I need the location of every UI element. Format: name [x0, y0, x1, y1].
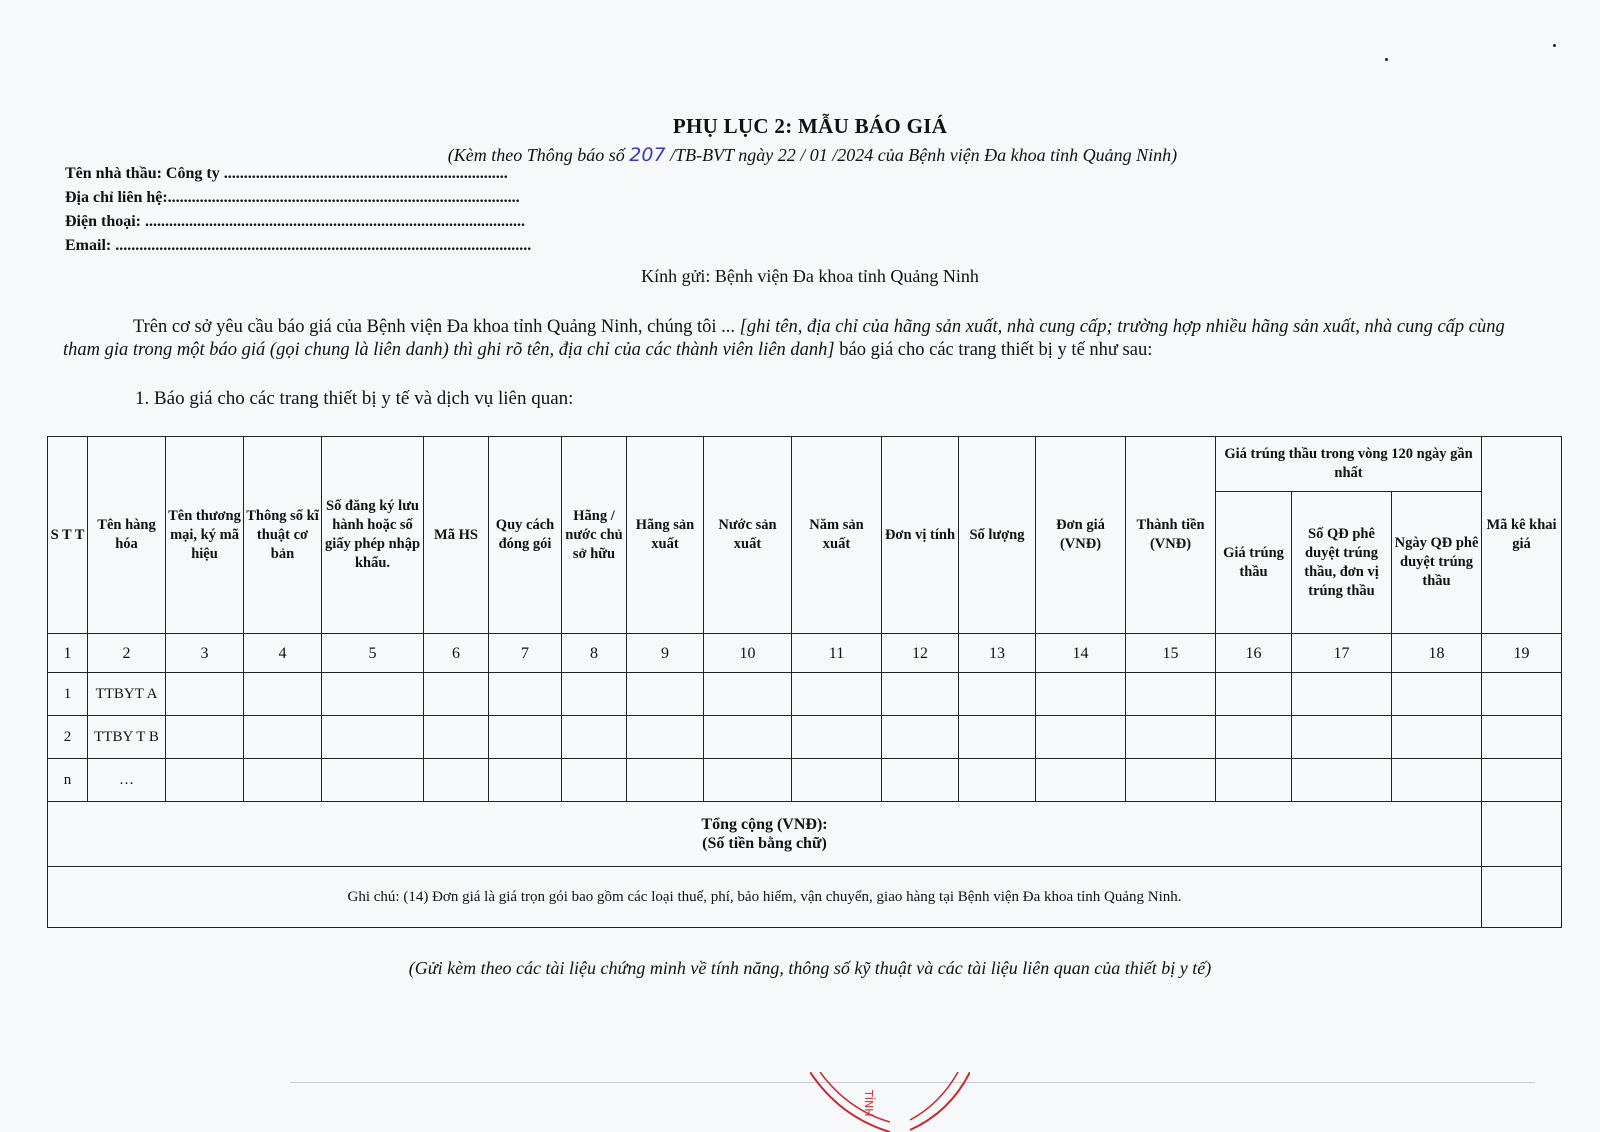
- header-price-declaration-code: Mã kê khai giá: [1482, 437, 1562, 634]
- empty-cell: [959, 759, 1036, 802]
- red-seal-stamp: [810, 1072, 970, 1132]
- empty-cell: [627, 716, 704, 759]
- column-number: 5: [322, 634, 424, 673]
- empty-cell: [1482, 867, 1562, 928]
- empty-cell: [244, 673, 322, 716]
- column-number: 2: [88, 634, 166, 673]
- stamp-outer-ring: [910, 1072, 970, 1130]
- header-hs-code: Mã HS: [424, 437, 489, 634]
- column-number: 3: [166, 634, 244, 673]
- column-number-row: [48, 634, 1562, 673]
- row-item-name: TTBYT A: [88, 673, 166, 716]
- table-row: [48, 673, 1562, 716]
- header-packaging: Quy cách đóng gói: [489, 437, 562, 634]
- empty-cell: [562, 673, 627, 716]
- subtitle-suffix: /TB-BVT ngày 22 / 01 /2024 của Bệnh viện Đa khoa tỉnh Quảng Ninh): [665, 145, 1178, 165]
- empty-cell: [489, 673, 562, 716]
- empty-cell: [562, 716, 627, 759]
- empty-cell: [792, 759, 882, 802]
- header-winning-bid-group: Giá trúng thầu trong vòng 120 ngày gần nhất: [1216, 437, 1482, 492]
- header-year-of-manufacture: Năm sản xuất: [792, 437, 882, 634]
- column-number: 13: [959, 634, 1036, 673]
- empty-cell: [424, 673, 489, 716]
- empty-cell: [322, 759, 424, 802]
- column-number: 10: [704, 634, 792, 673]
- header-decision-number: Số QĐ phê duyệt trúng thầu, đơn vị trúng thầu: [1292, 492, 1392, 634]
- total-label: Tổng cộng (VNĐ):: [701, 816, 828, 833]
- empty-cell: [166, 673, 244, 716]
- column-number: 11: [792, 634, 882, 673]
- empty-cell: [166, 716, 244, 759]
- column-number: 14: [1036, 634, 1126, 673]
- table-row: [48, 716, 1562, 759]
- empty-cell: [322, 673, 424, 716]
- empty-cell: [1126, 716, 1216, 759]
- note-row: [48, 867, 1562, 928]
- empty-cell: [1216, 673, 1292, 716]
- empty-cell: [562, 759, 627, 802]
- total-cell: [48, 802, 1482, 867]
- empty-cell: [882, 716, 959, 759]
- row-stt: n: [48, 759, 88, 802]
- document-subtitle: [0, 144, 1600, 166]
- empty-cell: [1482, 716, 1562, 759]
- column-number: 4: [244, 634, 322, 673]
- scan-speck: [1553, 44, 1556, 47]
- recipient-line: Kính gửi: Bệnh viện Đa khoa tỉnh Quảng Ninh: [641, 266, 979, 286]
- stamp-text: TỈNH: [862, 1090, 875, 1117]
- empty-cell: [792, 673, 882, 716]
- empty-cell: [1216, 716, 1292, 759]
- empty-cell: [1392, 673, 1482, 716]
- header-total-amount: Thành tiền (VNĐ): [1126, 437, 1216, 634]
- empty-cell: [1292, 759, 1392, 802]
- empty-cell: [1482, 673, 1562, 716]
- section-1-heading: 1. Báo giá cho các trang thiết bị y tế và dịch vụ liên quan:: [135, 388, 574, 409]
- total-in-words-label: (Số tiền bằng chữ): [702, 835, 827, 852]
- header-trade-name: Tên thương mại, ký mã hiệu: [166, 437, 244, 634]
- empty-cell: [882, 673, 959, 716]
- column-number: 7: [489, 634, 562, 673]
- empty-cell: [1036, 673, 1126, 716]
- column-number: 15: [1126, 634, 1216, 673]
- empty-cell: [704, 673, 792, 716]
- header-unit-price: Đơn giá (VNĐ): [1036, 437, 1126, 634]
- empty-cell: [959, 716, 1036, 759]
- stamp-inner-ring: [910, 1072, 958, 1120]
- intro-italic-text: [ghi tên, địa chỉ của hãng sản xuất, nhà cung cấp; trường hợp nhiều hãng sản xuất, nhà cung cấp cùng tham gia trong một báo giá (gọi chung là liên danh) thì ghi rõ tên, địa chỉ của các thành viên liên danh]: [63, 317, 1505, 360]
- column-number: 9: [627, 634, 704, 673]
- empty-cell: [704, 759, 792, 802]
- quotation-table: [47, 436, 1562, 928]
- empty-cell: [704, 716, 792, 759]
- contractor-address-line: Địa chỉ liên hệ:........................................................................................: [65, 189, 520, 206]
- empty-cell: [1392, 716, 1482, 759]
- intro-outro-text: báo giá cho các trang thiết bị y tế như sau:: [834, 340, 1153, 360]
- column-number: 17: [1292, 634, 1392, 673]
- header-tech-specs: Thông số kĩ thuật cơ bản: [244, 437, 322, 634]
- contractor-email-line: Email: ........................................................................................................: [65, 237, 532, 254]
- empty-cell: [424, 716, 489, 759]
- column-number: 18: [1392, 634, 1482, 673]
- header-registration-number: Số đăng ký lưu hành hoặc số giấy phép nhập khẩu.: [322, 437, 424, 634]
- column-number: 19: [1482, 634, 1562, 673]
- empty-cell: [1292, 673, 1392, 716]
- empty-cell: [792, 716, 882, 759]
- empty-cell: [1036, 716, 1126, 759]
- header-stt: S T T: [48, 437, 88, 634]
- column-number: 1: [48, 634, 88, 673]
- empty-cell: [1482, 759, 1562, 802]
- empty-cell: [1482, 802, 1562, 867]
- empty-cell: [1216, 759, 1292, 802]
- intro-paragraph: [63, 316, 1538, 362]
- column-number: 16: [1216, 634, 1292, 673]
- subtitle-prefix: (Kèm theo Thông báo số: [447, 145, 630, 165]
- total-row: [48, 802, 1562, 867]
- row-stt: 1: [48, 673, 88, 716]
- empty-cell: [882, 759, 959, 802]
- empty-cell: [244, 759, 322, 802]
- note-text: Ghi chú: (14) Đơn giá là giá trọn gói bao gồm các loại thuế, phí, bảo hiểm, vận chuyển, giao hàng tại Bệnh viện Đa khoa tỉnh Quảng Ninh.: [48, 867, 1482, 928]
- header-manufacturer: Hãng sản xuất: [627, 437, 704, 634]
- row-item-name: …: [88, 759, 166, 802]
- empty-cell: [627, 673, 704, 716]
- row-stt: 2: [48, 716, 88, 759]
- empty-cell: [322, 716, 424, 759]
- header-owner-country: Hãng / nước chủ sở hữu: [562, 437, 627, 634]
- empty-cell: [1036, 759, 1126, 802]
- document-title: PHỤ LỤC 2: MẪU BÁO GIÁ: [672, 114, 948, 138]
- empty-cell: [489, 759, 562, 802]
- handwritten-notice-number: 207: [629, 144, 666, 166]
- column-number: 8: [562, 634, 627, 673]
- header-quantity: Số lượng: [959, 437, 1036, 634]
- header-item-name: Tên hàng hóa: [88, 437, 166, 634]
- contractor-phone-line: Điện thoại: ...............................................................................................: [65, 213, 525, 230]
- table-row: [48, 759, 1562, 802]
- empty-cell: [244, 716, 322, 759]
- contractor-name-line: Tên nhà thầu: Công ty .......................................................................: [65, 165, 508, 182]
- header-decision-date: Ngày QĐ phê duyệt trúng thầu: [1392, 492, 1482, 634]
- empty-cell: [489, 716, 562, 759]
- empty-cell: [166, 759, 244, 802]
- header-country-of-origin: Nước sản xuất: [704, 437, 792, 634]
- empty-cell: [1292, 716, 1392, 759]
- empty-cell: [424, 759, 489, 802]
- empty-cell: [959, 673, 1036, 716]
- column-number: 12: [882, 634, 959, 673]
- column-number: 6: [424, 634, 489, 673]
- header-winning-price: Giá trúng thầu: [1216, 492, 1292, 634]
- intro-text: Trên cơ sở yêu cầu báo giá của Bệnh viện Đa khoa tỉnh Quảng Ninh, chúng tôi ...: [133, 317, 740, 337]
- empty-cell: [1392, 759, 1482, 802]
- row-item-name: TTBY T B: [88, 716, 166, 759]
- empty-cell: [1126, 759, 1216, 802]
- scan-speck: [1385, 58, 1388, 61]
- header-unit: Đơn vị tính: [882, 437, 959, 634]
- empty-cell: [627, 759, 704, 802]
- closing-note: (Gửi kèm theo các tài liệu chứng minh về tính năng, thông số kỹ thuật và các tài liệu liên quan của thiết bị y tế): [408, 958, 1212, 978]
- empty-cell: [1126, 673, 1216, 716]
